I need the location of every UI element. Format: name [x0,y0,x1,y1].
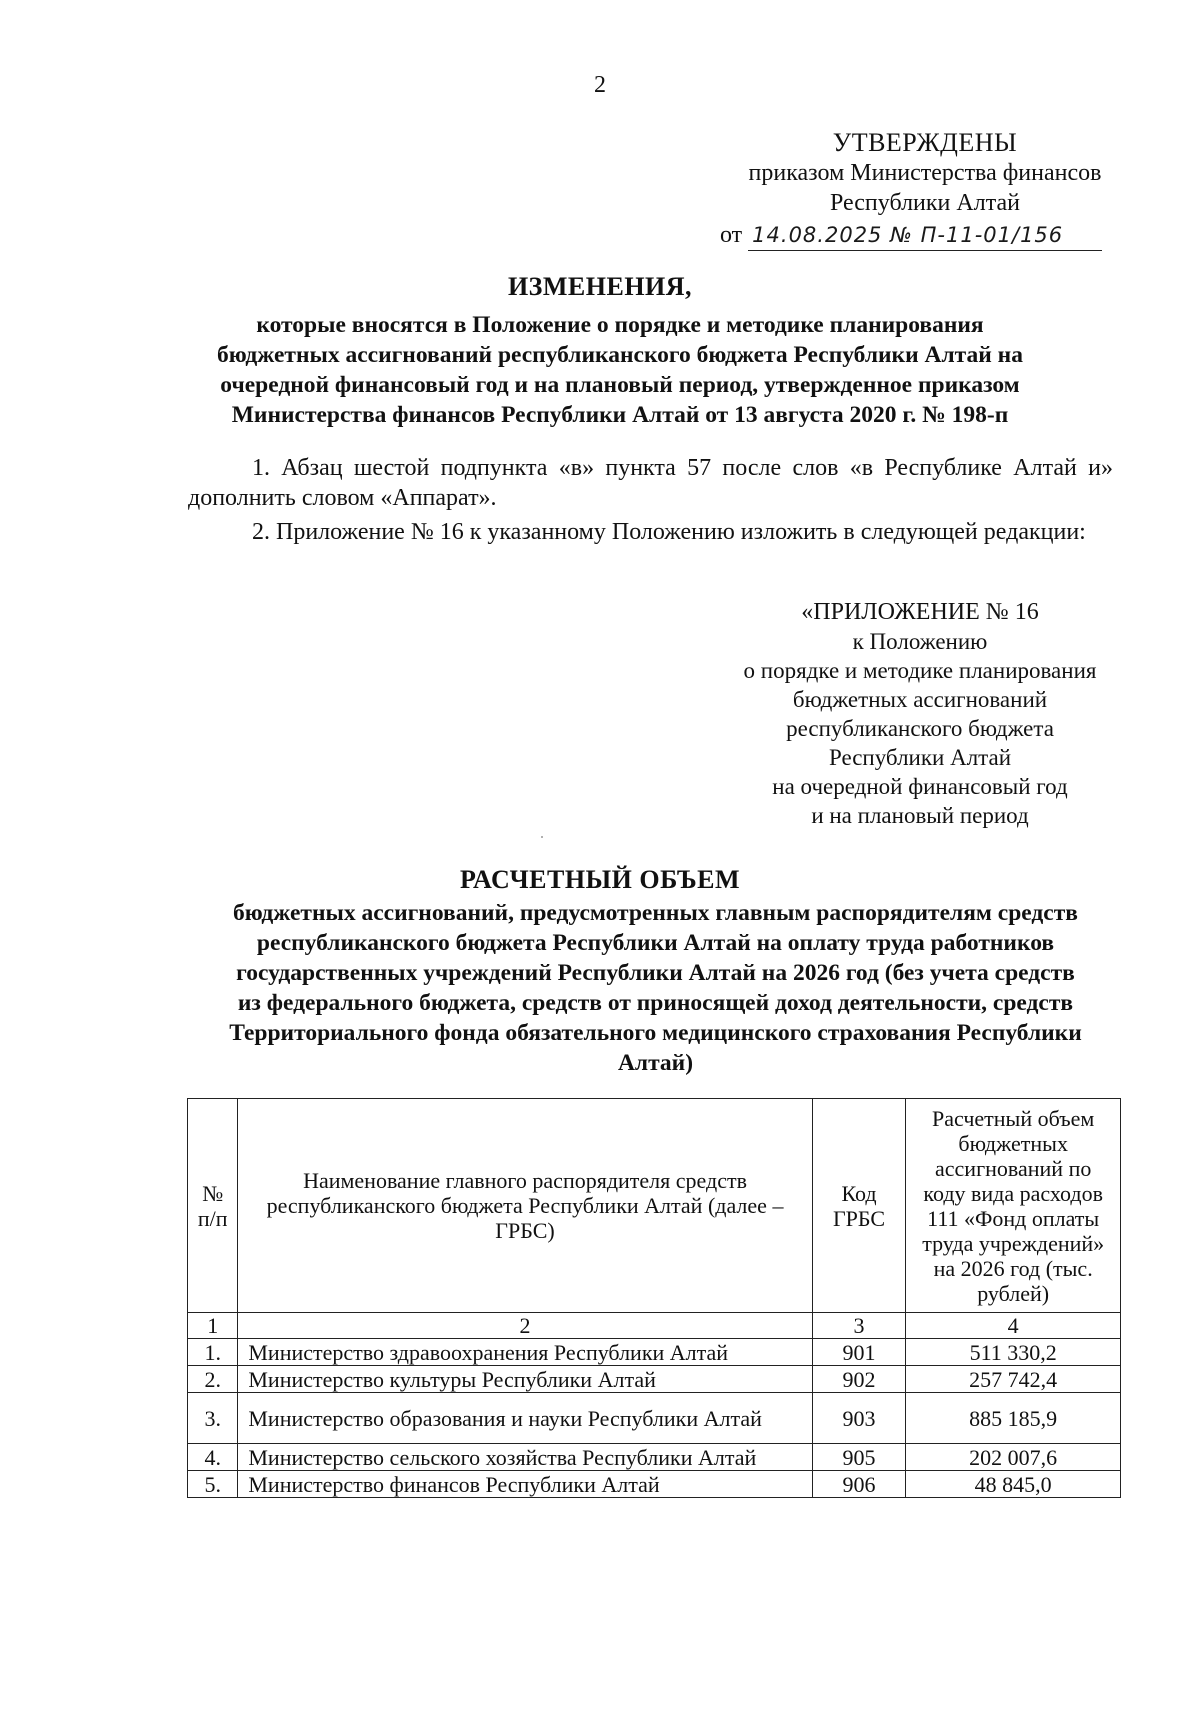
volume-subtitle-line: бюджетных ассигнований, предусмотренных главным распорядителям средств [233,900,1078,926]
row-value: 48 845,0 [906,1471,1121,1498]
approval-line-1: приказом Министерства финансов [748,160,1102,186]
table-row [188,1339,1121,1366]
paragraph-2: 2. Приложение № 16 к указанному Положению изложить в следующей редакции: [252,519,1086,545]
volume-subtitle-line: Территориального фонда обязательного медицинского страхования Республики [229,1020,1082,1046]
table-row [188,1393,1121,1444]
paragraph-1: 1. Абзац шестой подпункта «в» пункта 57 после слов «в Республике Алтай и» дополнить словом «Аппарат». [188,455,1113,511]
appendix-line: республиканского бюджета [786,716,1054,741]
row-code: 901 [812,1339,906,1366]
changes-subtitle-line: бюджетных ассигнований республиканского бюджета Республики Алтай на [217,342,1023,368]
appendix-title: «ПРИЛОЖЕНИЕ № 16 [801,599,1039,625]
row-num: 2. [188,1366,238,1393]
date-prefix: от [720,222,743,248]
appendix-line: бюджетных ассигнований [792,687,1048,712]
row-value: 257 742,4 [906,1366,1121,1393]
header-code: Код ГРБС [812,1099,906,1313]
row-name: Министерство финансов Республики Алтай [238,1471,812,1498]
volume-subtitle-line: Алтай) [617,1050,694,1076]
volume-subtitle [188,898,1123,1078]
table-row [188,1444,1121,1471]
row-num: 1. [188,1339,238,1366]
row-code: 903 [812,1393,906,1444]
appendix-block [700,598,1140,830]
row-value: 885 185,9 [906,1393,1121,1444]
volume-subtitle-line: государственных учреждений Республики Алтай на 2026 год (без учета средств [236,960,1075,986]
index-cell: 2 [238,1313,812,1339]
approval-line-2: Республики Алтай [830,190,1020,216]
row-num: 3. [188,1393,238,1444]
appendix-line: на очередной финансовый год [772,774,1068,799]
changes-subtitle-line: очередной финансовый год и на плановый период, утвержденное приказом [220,372,1020,398]
header-volume: Расчетный объем бюджетных ассигнований по коду вида расходов 111 «Фонд оплаты труда учреждений» на 2026 год (тыс. рублей) [906,1099,1121,1313]
row-code: 902 [812,1366,906,1393]
row-value: 511 330,2 [906,1339,1121,1366]
row-code: 905 [812,1444,906,1471]
row-name: Министерство здравоохранения Республики Алтай [238,1339,812,1366]
changes-subtitle [190,310,1050,430]
index-cell: 1 [188,1313,238,1339]
row-num: 5. [188,1471,238,1498]
table-row [188,1471,1121,1498]
row-num: 4. [188,1444,238,1471]
row-name: Министерство образования и науки Республики Алтай [238,1393,812,1444]
appendix-line: и на плановый период [811,803,1029,828]
volume-title: РАСЧЕТНЫЙ ОБЪЕМ [459,865,741,894]
volume-subtitle-line: из федерального бюджета, средств от приносящей доход деятельности, средств [237,990,1074,1016]
table-row [188,1366,1121,1393]
handwritten-date-number: 14.08.2025 № П-11-01/156 [748,220,1102,251]
appendix-line: о порядке и методике планирования [743,658,1097,683]
index-cell: 4 [906,1313,1121,1339]
changes-subtitle-line: которые вносятся в Положение о порядке и методике планирования [256,312,984,338]
grbs-table [187,1098,1121,1498]
row-value: 202 007,6 [906,1444,1121,1471]
changes-subtitle-line: Министерства финансов Республики Алтай от 13 августа 2020 г. № 198-п [231,402,1009,428]
approval-title: УТВЕРЖДЕНЫ [832,128,1018,157]
header-name: Наименование главного распорядителя средств республиканского бюджета Республики Алтай (далее – ГРБС) [238,1099,812,1313]
appendix-line: Республики Алтай [828,745,1012,770]
scan-speck [541,836,543,838]
body-text [188,453,1113,547]
changes-title: ИЗМЕНЕНИЯ, [507,272,693,301]
row-name: Министерство сельского хозяйства Республики Алтай [238,1444,812,1471]
header-num: № п/п [188,1099,238,1313]
index-cell: 3 [812,1313,906,1339]
volume-subtitle-line: республиканского бюджета Республики Алтай на оплату труда работников [256,930,1055,956]
row-code: 906 [812,1471,906,1498]
approval-date-line [690,220,1160,251]
page-number: 2 [594,72,606,98]
row-name: Министерство культуры Республики Алтай [238,1366,812,1393]
approval-block [690,128,1160,251]
table-header-row [188,1099,1121,1313]
appendix-line: к Положению [852,629,988,654]
table-index-row [188,1313,1121,1339]
